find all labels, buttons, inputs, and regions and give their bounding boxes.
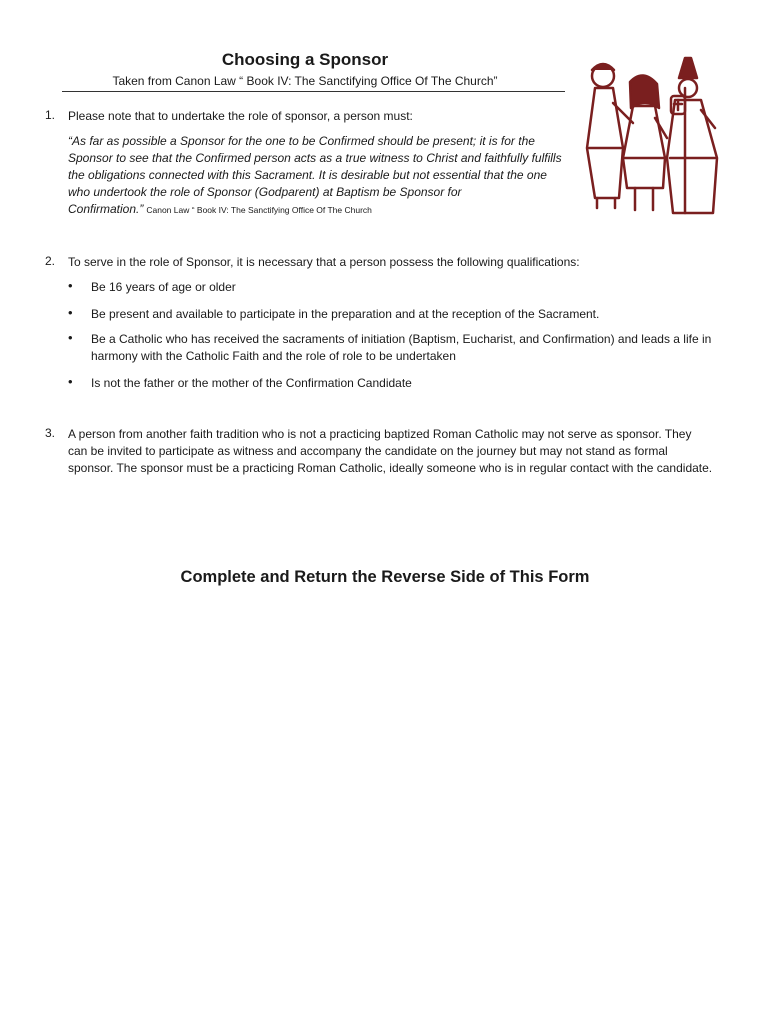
bullet-marker: • xyxy=(68,278,73,293)
title-divider xyxy=(62,91,565,92)
return-form-instruction: Complete and Return the Reverse Side of This Form xyxy=(180,568,590,586)
page-subtitle: Taken from Canon Law “ Book IV: The Sanctifying Office Of The Church” xyxy=(112,74,498,88)
confirmation-scene-icon xyxy=(575,48,725,218)
section-1-intro: Please note that to undertake the role of sponsor, a person must: xyxy=(68,109,413,123)
section-3-text: A person from another faith tradition who is not a practicing baptized Roman Catholic may not serve as sponsor. They can be invited to participate as witness and accompany the candidate on the journey but may not stand as formal sponsor. The sponsor must be a practicing Roman Catholic, ideally someone who is in regular contact with the candidate. xyxy=(68,427,713,475)
qualification-item: Be present and available to participate in the preparation and at the reception of the Sacrament. xyxy=(91,307,600,321)
section-1-quote: “As far as possible a Sponsor for the one to be Confirmed should be present; it is for the Sponsor to see that the Confirmed person acts as a true witness to Christ and faithfully fulfills the obligations connected with this Sacrament. It is desirable but not essential that the one who undertook the role of Sponsor (Godparent) at Baptism be Sponsor for Confirmation.” xyxy=(68,134,562,216)
section-3-number: 3. xyxy=(45,426,56,440)
section-1-number: 1. xyxy=(45,108,56,122)
qualification-item: Be 16 years of age or older xyxy=(91,280,236,294)
section-2-intro: To serve in the role of Sponsor, it is necessary that a person possess the following qualifications: xyxy=(68,255,580,269)
section-1-quote-block xyxy=(68,133,563,219)
qualification-item: Is not the father or the mother of the Confirmation Candidate xyxy=(91,376,412,390)
qualification-item: Be a Catholic who has received the sacraments of initiation (Baptism, Eucharist, and Confirmation) and leads a life in harmony with the Catholic Faith and the role of role to be undertaken xyxy=(91,332,712,363)
bullet-marker: • xyxy=(68,305,73,320)
page-title: Choosing a Sponsor xyxy=(221,50,389,69)
section-2-number: 2. xyxy=(45,254,56,268)
bullet-marker: • xyxy=(68,374,73,389)
section-1-citation: Canon Law “ Book IV: The Sanctifying Office Of The Church xyxy=(146,205,372,215)
bullet-marker: • xyxy=(68,330,73,345)
